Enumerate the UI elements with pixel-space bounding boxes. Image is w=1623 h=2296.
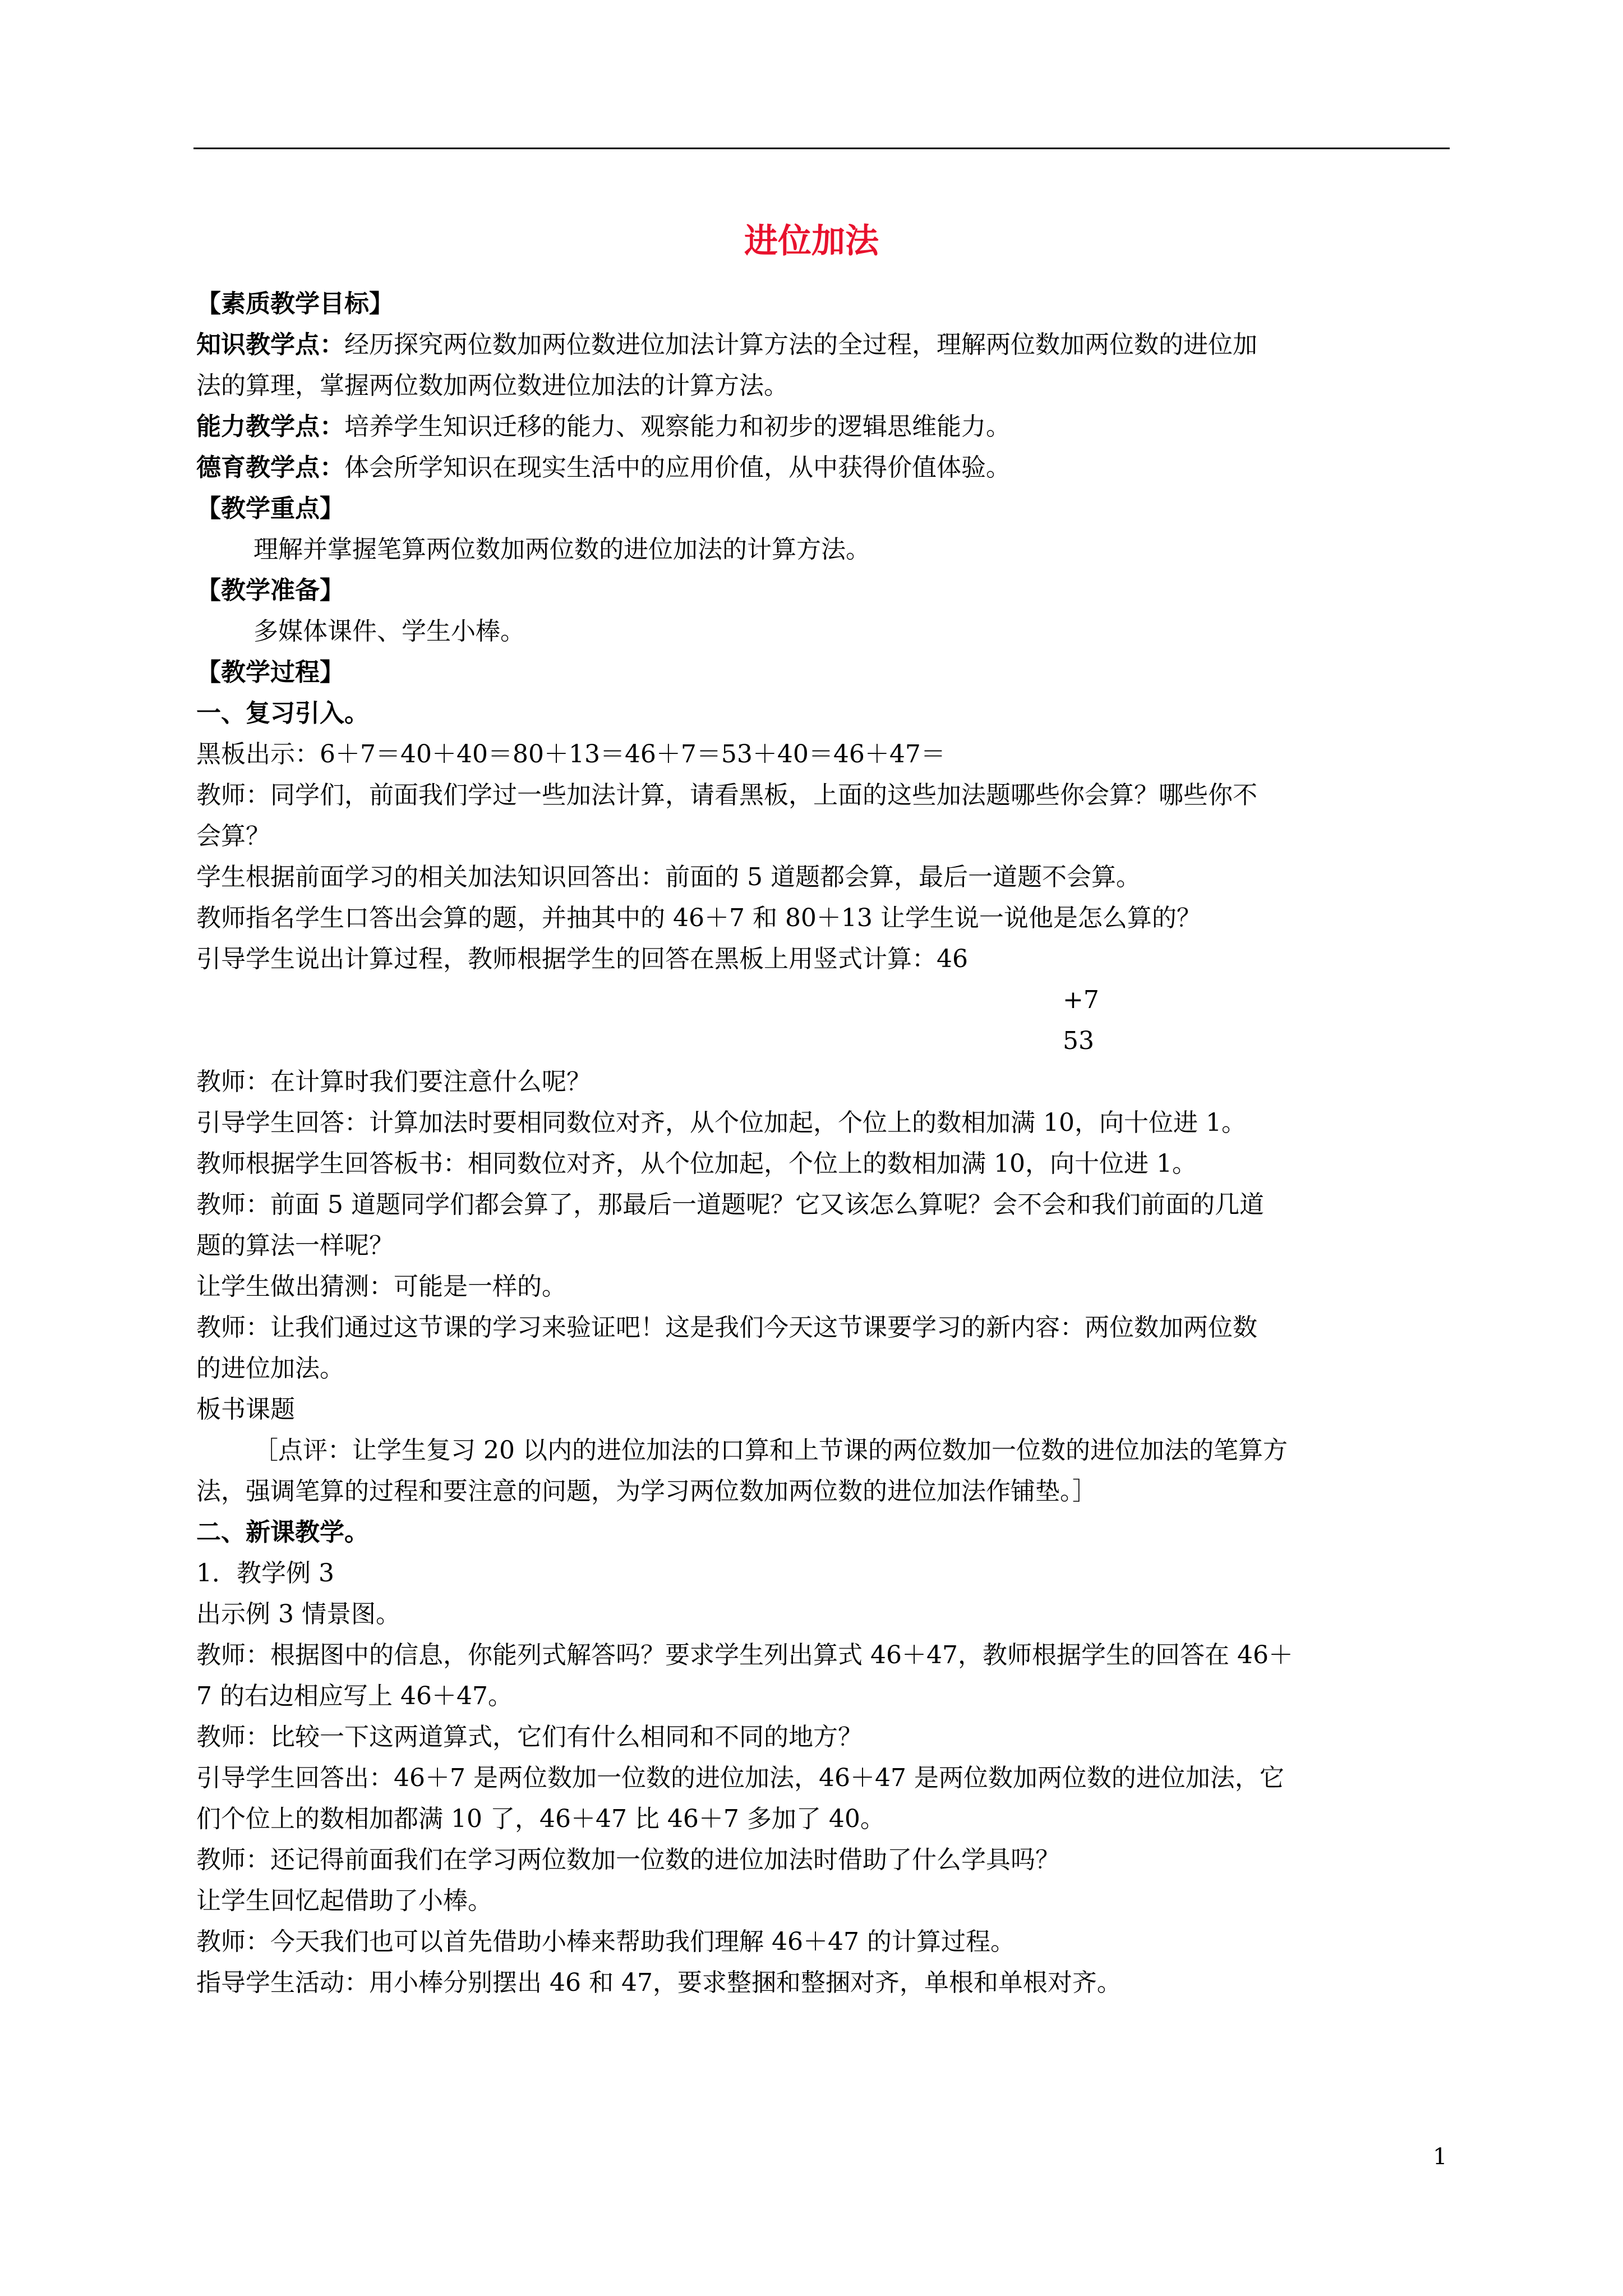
vertical-calc-addend: +7 [1063, 986, 1099, 1014]
paragraph-line: 1．教学例 3 [196, 1559, 334, 1588]
knowledge-text-1: 经历探究两位数加两位数进位加法计算方法的全过程，理解两位数加两位数的进位加 [344, 330, 1257, 359]
process-heading: 【教学过程】 [196, 658, 344, 687]
paragraph-line: 题的算法一样呢？ [196, 1231, 394, 1260]
paragraph-line: 指导学生活动：用小棒分别摆出 46 和 47，要求整捆和整捆对齐，单根和单根对齐。 [196, 1968, 1122, 1997]
paragraph-line: 们个位上的数相加都满 10 了，46＋47 比 46＋7 多加了 40。 [196, 1805, 885, 1833]
focus-heading: 【教学重点】 [196, 494, 344, 523]
prep-text: 多媒体课件、学生小棒。 [253, 617, 525, 646]
knowledge-text-2: 法的算理，掌握两位数加两位数进位加法的计算方法。 [196, 371, 789, 400]
section2-heading: 二、新课教学。 [196, 1518, 369, 1547]
section1-heading: 一、复习引入。 [196, 699, 369, 728]
vertical-calc-row [196, 1020, 1453, 1061]
ability-text: 培养学生知识迁移的能力、观察能力和初步的逻辑思维能力。 [344, 412, 1011, 441]
document-body [196, 283, 1453, 2003]
paragraph-line: 7 的右边相应写上 46＋47。 [196, 1682, 513, 1710]
paragraph-line: 黑板出示：6＋7＝40＋40＝80＋13＝46＋7＝53＋40＝46＋47＝ [196, 740, 946, 769]
document-title: 进位加法 [744, 222, 879, 261]
paragraph-line: 板书课题 [196, 1395, 295, 1424]
paragraph-line: 引导学生回答：计算加法时要相同数位对齐，从个位加起，个位上的数相加满 10，向十位进 1。 [196, 1108, 1246, 1137]
paragraph-line: 教师：同学们，前面我们学过一些加法计算，请看黑板，上面的这些加法题哪些你会算？哪些你不 [196, 781, 1257, 809]
moral-label: 德育教学点： [196, 453, 344, 482]
paragraph-line: 教师：今天我们也可以首先借助小棒来帮助我们理解 46＋47 的计算过程。 [196, 1927, 1015, 1956]
paragraph-line: 教师根据学生回答板书：相同数位对齐，从个位加起，个位上的数相加满 10，向十位进 1。 [196, 1149, 1197, 1178]
knowledge-label: 知识教学点： [196, 330, 344, 359]
focus-text: 理解并掌握笔算两位数加两位数的进位加法的计算方法。 [253, 535, 870, 564]
paragraph-line: 引导学生回答出：46＋7 是两位数加一位数的进位加法，46＋47 是两位数加两位数的进位加法，它 [196, 1764, 1284, 1792]
comment-line-2: 法，强调笔算的过程和要注意的问题，为学习两位数加两位数的进位加法作铺垫。］ [196, 1477, 1097, 1506]
moral-text: 体会所学知识在现实生活中的应用价值，从中获得价值体验。 [344, 453, 1011, 482]
vertical-calc-row [196, 979, 1453, 1020]
moral-point [196, 447, 1453, 488]
paragraph-line: 教师指名学生口答出会算的题，并抽其中的 46＋7 和 80＋13 让学生说一说他是怎么算的？ [196, 904, 1201, 932]
ability-point [196, 406, 1453, 447]
goals-heading: 【素质教学目标】 [196, 289, 394, 318]
paragraph-line: 会算？ [196, 822, 270, 850]
paragraph-line: 教师：在计算时我们要注意什么呢？ [196, 1068, 591, 1096]
ability-label: 能力教学点： [196, 412, 344, 441]
paragraph-line: 教师：比较一下这两道算式，它们有什么相同和不同的地方？ [196, 1723, 863, 1751]
paragraph-line: 教师：让我们通过这节课的学习来验证吧！这是我们今天这节课要学习的新内容：两位数加两位数 [196, 1313, 1257, 1342]
paragraph-line: 学生根据前面学习的相关加法知识回答出：前面的 5 道题都会算，最后一道题不会算。 [196, 863, 1141, 891]
paragraph-line: 出示例 3 情景图。 [196, 1600, 400, 1628]
paragraph-line: 的进位加法。 [196, 1354, 344, 1383]
page-number: 1 [1433, 2144, 1447, 2170]
vertical-calc-sum: 53 [1063, 1027, 1094, 1055]
paragraph-line: 教师：前面 5 道题同学们都会算了，那最后一道题呢？它又该怎么算呢？会不会和我们前面的几道 [196, 1190, 1264, 1219]
header-rule [193, 148, 1450, 149]
paragraph-line: 教师：根据图中的信息，你能列式解答吗？要求学生列出算式 46＋47，教师根据学生的回答在 46＋ [196, 1641, 1293, 1669]
paragraph-line: 让学生做出猜测：可能是一样的。 [196, 1272, 566, 1301]
prep-heading: 【教学准备】 [196, 576, 344, 605]
paragraph-line: 教师：还记得前面我们在学习两位数加一位数的进位加法时借助了什么学具吗？ [196, 1846, 1060, 1874]
comment-line-1: ［点评：让学生复习 20 以内的进位加法的口算和上节课的两位数加一位数的进位加法的笔算方 [253, 1436, 1288, 1465]
knowledge-point [196, 324, 1453, 365]
paragraph-line: 让学生回忆起借助了小棒。 [196, 1887, 492, 1915]
paragraph-line: 引导学生说出计算过程，教师根据学生的回答在黑板上用竖式计算：46 [196, 945, 968, 973]
